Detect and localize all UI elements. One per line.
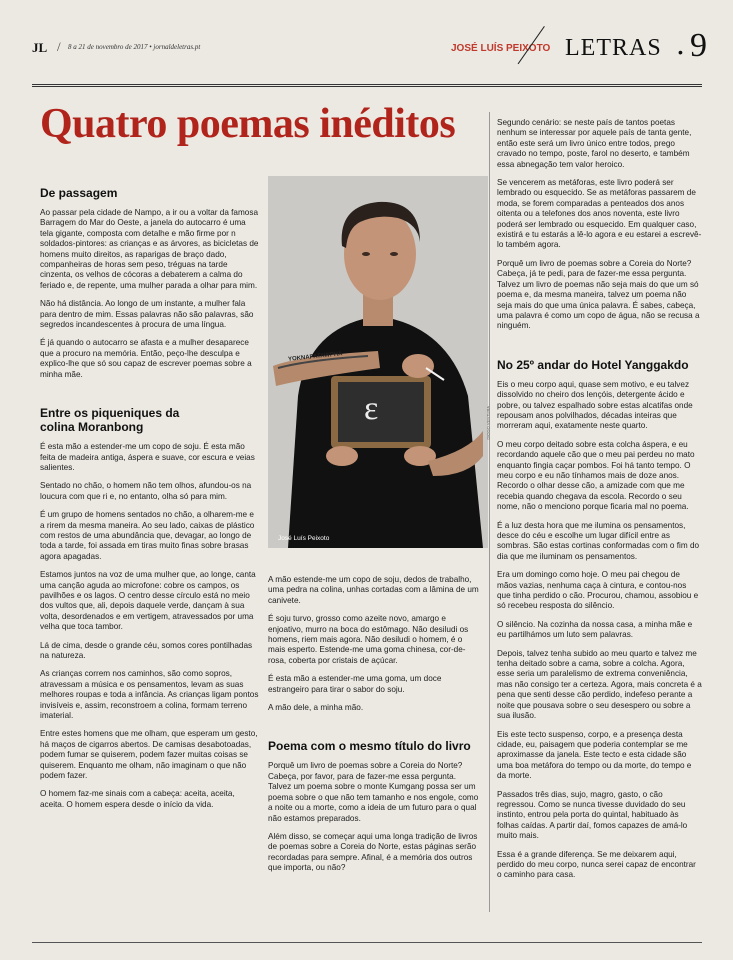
section-dot: • xyxy=(678,44,683,60)
poem-paragraph: Essa é a grande diferença. Se me deixarem aqui, perdido do meu corpo, nunca serei capaz de encontrar o caminho para casa. xyxy=(497,849,696,880)
poem-paragraph: É soju turvo, grosso como azeite novo, amargo e enjoativo, murro na boca do estômago. Não desiludi os homens, riem mais agora. Não desiludi o homem, é o mais esperto. Estende-me uma goma chinesa, cor-de-rosa, coberta por cristais de açúcar. xyxy=(268,614,469,665)
poem-paragraph: É um grupo de homens sentados no chão, a olharem-me e a rirem da mesma maneira. Ao seu lado, caixas de plástico com restos de uma abundância que, devagar, ao longo de toda a tarde, foi assada em tiras muito finas sobre brasas agora apagadas. xyxy=(40,510,255,561)
headline: Quatro poemas inéditos xyxy=(40,101,456,147)
poem-paragraph: Porquê um livro de poemas sobre a Coreia do Norte? Cabeça, por favor, para de fazer-me essa pergunta. Talvez um poema sobre o monte Kumgang possa ser um poema sobre o que não tem tamanho e nos engole, como a noite ou a morte, como a ideia de um futuro para o qual não estamos preparados. xyxy=(268,761,479,823)
poem-paragraph: Eis este tecto suspenso, corpo, e a presença desta cidade, eu, paisagem que poderia contemplar se me aproximasse da janela. Este tecto e esta cidade são uma boa metáfora do tempo ou da morte, do tempo e da morte. xyxy=(497,729,692,781)
author-portrait-illustration xyxy=(268,176,488,548)
poem-paragraph: A mão dele, a minha mão. xyxy=(268,703,364,713)
footer-rule xyxy=(32,942,702,943)
masthead-logo: JL xyxy=(32,40,48,55)
header-separator: / xyxy=(57,39,61,54)
poem-paragraph: O homem faz-me sinais com a cabeça: aceita, aceita, aceita. O homem espera desde o início da vida. xyxy=(40,789,235,809)
column-divider xyxy=(489,112,490,912)
poem-paragraph: Porquê um livro de poemas sobre a Coreia do Norte? Cabeça, já te pedi, para de fazer-me essa pergunta. Talvez um livro de poemas não seja mais do que um só poema e, da mesma maneira, talvez um poema não seja mais do que uma única palavra. É sabes, cabeça, uma palavra é como um copo de água, não se recusa a ninguém. xyxy=(497,258,700,331)
poem-paragraph: As crianças correm nos caminhos, são como sopros, atravessam a música e os pensamentos, levam as suas melhores roupas e toda a infância. As crianças ligam pontos invisíveis e, assim, reconstroem a colina, formam terreno imaterial. xyxy=(40,669,259,721)
poem-paragraph: É já quando o autocarro se afasta e a mulher desaparece que a procuro na memória. Então, peço-lhe desculpa e explico-lhe que só sou capaz de escrever poemas sobre a minha mãe. xyxy=(40,338,252,379)
poem-paragraph: Não há distância. Ao longo de um instante, a mulher fala para dentro de mim. Essas palavras não são palavras, são segredos incandescentes à procura de uma língua. xyxy=(40,299,254,330)
column-left xyxy=(40,186,260,818)
page-number: 9 xyxy=(690,27,707,64)
poem-paragraph: Ao passar pela cidade de Nampo, a ir ou a voltar da famosa Barragem do Mar do Oeste, a janela do autocarro é uma tela gigante, composta com detalhe e mão firme por n soldados-pintores: as crianças e as árvores, as bicicletas de homens muito direitos, as raparigas de braço dado, companheiras de horas sem peso, tréguas na tarde cinzenta, os velhos de cócoras a debaterem a calma do feriado e, de repente, uma mulher parada a olhar para mim. xyxy=(40,208,259,290)
poem-paragraph: A mão estende-me um copo de soju, dedos de trabalho, uma pedra na colina, unhas cortadas com a lâmina de um canivete. xyxy=(268,575,479,605)
poem-paragraph: Eis o meu corpo aqui, quase sem motivo, e eu talvez dissolvido no cheiro dos lençóis, detergente ácido e pobre, ou talvez espalhado sobre estas alcatifas onde repousam anos polvilhados, décadas inteiras que morreram aqui, exatamente neste quarto. xyxy=(497,379,693,431)
poem-paragraph: Entre estes homens que me olham, que esperam um gesto, há maços de cigarros abertos. De camisas desabotoadas, podem fumar se quiserem, podem fazer muitas coisas se quiserem. Enquanto me olham, não imaginam o que não podem fazer. xyxy=(40,729,258,781)
poem-paragraph: Passados três dias, sujo, magro, gasto, o cão regressou. Como se nunca tivesse duvidado do seu instinto, entrou pela porta do quintal, habituado às folhas caídas. A partir daí, fomos capazes de amá-lo muito mais. xyxy=(497,789,688,841)
page-header xyxy=(0,0,733,90)
column-middle xyxy=(268,575,480,882)
column-right xyxy=(497,118,702,889)
poem-paragraph: Segundo cenário: se neste país de tantos poetas nenhum se interessar por aquele país de tanta gente, então este será um livro único entre todos, prego cravado no tempo, poste, farol no deserto, e também essa abnegação tem valor heroico. xyxy=(497,118,692,169)
slate-letter: ε xyxy=(364,390,379,427)
poem-paragraph: É a luz desta hora que me ilumina os pensamentos, desce do céu e escolhe um lugar difícil entre as sombras. São estas cortinas conformadas com o fim do dia que me iluminam os pensamentos. xyxy=(497,520,700,561)
section-name: LETRAS xyxy=(565,35,662,61)
poem-paragraph: Além disso, se começar aqui uma longa tradição de livros de poemas sobre a Coreia do Norte, estas páginas serão recordadas para sempre. Afinal, é a memória dos outros que importa, ou não? xyxy=(268,831,478,873)
author-photo xyxy=(268,176,491,548)
header-rule xyxy=(32,84,702,85)
poem-paragraph: É esta mão a estender-me um copo de soju. É esta mão feita de madeira antiga, áspera e suave, cor escura e veias salientes. xyxy=(40,442,255,472)
poem-paragraph: Estamos juntos na voz de uma mulher que, ao longe, canta uma canção aguda ao microfone: cobre os campos, os pavilhões e os lagos. O centro desse círculo está no meio dos vultos que, ali, depois daquele verde, dançam à sua volta, desordenados e em vertigem, atravessados por uma velha que toca tambor. xyxy=(40,570,256,632)
poem-title-mesmo-titulo: Poema com o mesmo título do livro xyxy=(268,739,471,754)
poem-title-hotel: No 25º andar do Hotel Yanggakdo xyxy=(497,357,689,372)
poem-title-de-passagem: De passagem xyxy=(40,186,118,200)
poem-title-piqueniques: Entre os piqueniques da colina Moranbong xyxy=(40,406,180,435)
poem-paragraph: É esta mão a estender-me uma goma, um doce estrangeiro para tirar o sabor do soju. xyxy=(268,674,442,694)
poem-paragraph: O meu corpo deitado sobre esta colcha áspera, e eu recordando aquele cão que o meu pai perdeu no mato enquanto fingia caçar pombos. Foi há tanto tempo. O meu corpo e eu não tínhamos mais de doze anos. Recordo o olhar desse cão, a amizade com que me recebia quando chegava da escola. Recordo o seu nome, não o menciono porque ficaria mal no poema. xyxy=(497,439,695,512)
edition-line: 8 a 21 de novembro de 2017 • jornaldeletras.pt xyxy=(68,43,201,51)
author-tag: JOSÉ LUÍS PEIXOTO xyxy=(451,43,551,54)
poem-paragraph: Se vencerem as metáforas, este livro poderá ser lembrado ou esquecido. Se as metáforas passarem de moda, se forem comparadas a penteados dos anos oitenta ou a telefones dos anos noventa, este livro poderá ser lembrado ou esquecido. Em qualquer caso, existirá e tu estarás a lê-lo agora e eu estarei a escrevê-lo também agora. xyxy=(497,178,702,250)
poem-paragraph: Era um domingo como hoje. O meu pai chegou de mãos vazias, nenhuma caça à cintura, e contou-nos que tinha perdido o cão. Procurou, chamou, assobiou e só recebeu resposta do silêncio. xyxy=(497,570,699,611)
poem-paragraph: O silêncio. Na cozinha da nossa casa, a minha mãe e eu partilhámos um luto sem palavras. xyxy=(497,619,693,640)
poem-paragraph: Sentado no chão, o homem não tem olhos, afundou-os na loucura com que ri e, no entanto, olha só para mim. xyxy=(40,481,252,501)
poem-paragraph: Lá de cima, desde o grande céu, somos cores pontilhadas na natureza. xyxy=(40,640,253,660)
photo-credit-vertical: DIOGO VENTURA xyxy=(486,406,491,440)
header-rule-double xyxy=(32,86,702,87)
poem-paragraph: Depois, talvez tenha subido ao meu quarto e talvez me tenha deitado sobre a cama, sobre a colcha. Agora, esse seria um paralelismo de extrema conveniência, mas não consigo ter a certeza. Agora, mais concreta é a pena que senti desse cão perdido, indefeso perante a noite que pousava sobre o seu desespero ou sobre a sua ilusão. xyxy=(497,648,702,721)
photo-caption: José Luís Peixoto xyxy=(278,535,330,542)
tattoo-text: YOKNAPATAWPHA xyxy=(287,351,343,363)
